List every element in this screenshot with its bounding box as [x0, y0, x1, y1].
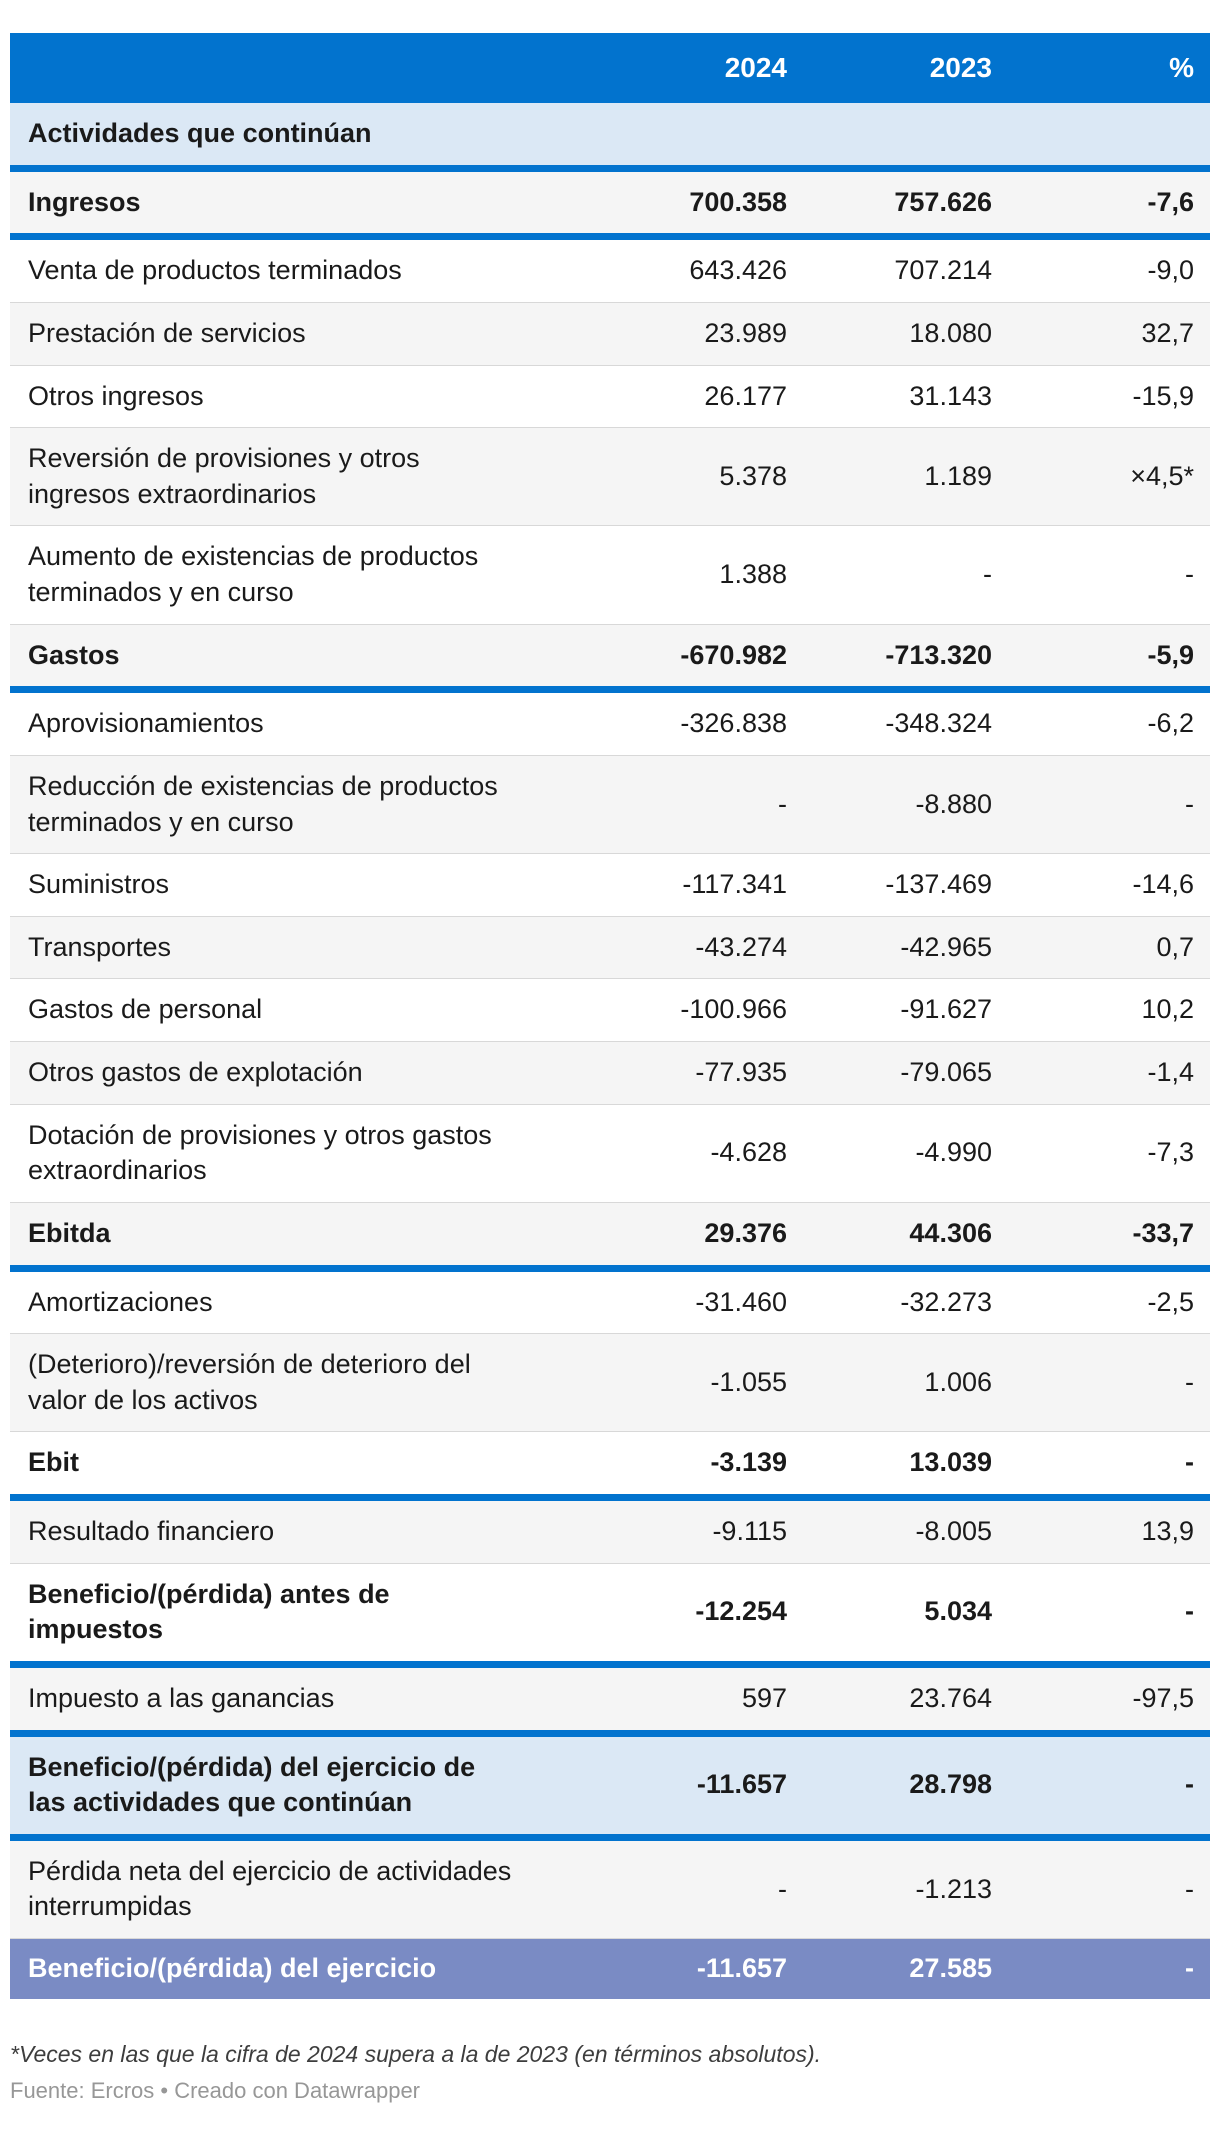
- row-label: Otros gastos de explotación: [10, 1042, 530, 1105]
- value-2024: 26.177: [530, 365, 787, 428]
- row-label: Transportes: [10, 916, 530, 979]
- row-label: Otros ingresos: [10, 365, 530, 428]
- value-2024: -11.657: [530, 1733, 787, 1837]
- value-pct: 13,9: [992, 1498, 1210, 1564]
- value-2024: -: [530, 755, 787, 853]
- value-2024: -326.838: [530, 690, 787, 756]
- row-label: Amortizaciones: [10, 1268, 530, 1334]
- table-row: [10, 1563, 1210, 1664]
- value-2023: -4.990: [787, 1104, 992, 1202]
- value-pct: -: [992, 526, 1210, 624]
- table-row: [10, 1334, 1210, 1432]
- value-pct: -97,5: [992, 1664, 1210, 1733]
- table-row: [10, 1432, 1210, 1498]
- table-row: [10, 1042, 1210, 1105]
- footnote: *Veces en las que la cifra de 2024 supera a la de 2023 (en términos absolutos).: [10, 2040, 822, 2067]
- row-label: Reducción de existencias de productos terminados y en curso: [10, 755, 530, 853]
- value-pct: -: [992, 1939, 1210, 1999]
- value-pct: -9,0: [992, 237, 1210, 303]
- value-pct: -2,5: [992, 1268, 1210, 1334]
- value-pct: -: [992, 1432, 1210, 1498]
- value-2023: -: [787, 526, 992, 624]
- table-row: [10, 168, 1210, 237]
- table-row: [10, 854, 1210, 917]
- table-row: [10, 979, 1210, 1042]
- value-2023: -8.880: [787, 755, 992, 853]
- value-pct: -: [992, 1733, 1210, 1837]
- table-row: [10, 1202, 1210, 1268]
- row-label: Gastos de personal: [10, 979, 530, 1042]
- value-pct: -: [992, 1837, 1210, 1938]
- table-row: [10, 103, 1210, 168]
- value-2023: -8.005: [787, 1498, 992, 1564]
- value-2023: 18.080: [787, 302, 992, 365]
- table-row: [10, 916, 1210, 979]
- value-2024: -12.254: [530, 1563, 787, 1664]
- value-2024: 5.378: [530, 428, 787, 526]
- header-col-2023: 2023: [787, 33, 992, 103]
- value-2024: -9.115: [530, 1498, 787, 1564]
- header-col-pct: %: [992, 33, 1210, 103]
- row-label: Reversión de provisiones y otros ingresos extraordinarios: [10, 428, 530, 526]
- value-2024: -3.139: [530, 1432, 787, 1498]
- value-2023: 23.764: [787, 1664, 992, 1733]
- row-label: Beneficio/(pérdida) del ejercicio de las actividades que continúan: [10, 1733, 530, 1837]
- value-2024: 643.426: [530, 237, 787, 303]
- row-label: (Deterioro)/reversión de deterioro del valor de los activos: [10, 1334, 530, 1432]
- row-label: Suministros: [10, 854, 530, 917]
- source-attribution: Fuente: Ercros • Creado con Datawrapper: [10, 2077, 421, 2103]
- value-2024: 29.376: [530, 1202, 787, 1268]
- value-pct: -: [992, 755, 1210, 853]
- value-2023: 5.034: [787, 1563, 992, 1664]
- value-pct: -: [992, 1334, 1210, 1432]
- value-2024: -670.982: [530, 624, 787, 690]
- value-pct: -6,2: [992, 690, 1210, 756]
- row-label: Actividades que continúan: [10, 103, 530, 168]
- table-row: [10, 1733, 1210, 1837]
- value-2023: -137.469: [787, 854, 992, 917]
- table-row: [10, 624, 1210, 690]
- row-label: Aumento de existencias de productos terminados y en curso: [10, 526, 530, 624]
- row-label: Aprovisionamientos: [10, 690, 530, 756]
- row-label: Ingresos: [10, 168, 530, 237]
- row-label: Impuesto a las ganancias: [10, 1664, 530, 1733]
- table-row: [10, 428, 1210, 526]
- value-2024: 1.388: [530, 526, 787, 624]
- table-row: [10, 302, 1210, 365]
- value-pct: 0,7: [992, 916, 1210, 979]
- row-label: Pérdida neta del ejercicio de actividades interrumpidas: [10, 1837, 530, 1938]
- value-2024: 597: [530, 1664, 787, 1733]
- table-row: [10, 526, 1210, 624]
- row-label: Resultado financiero: [10, 1498, 530, 1564]
- value-2024: -: [530, 1837, 787, 1938]
- value-2023: -1.213: [787, 1837, 992, 1938]
- value-2023: -348.324: [787, 690, 992, 756]
- value-pct: -14,6: [992, 854, 1210, 917]
- financial-table: [10, 33, 1210, 1999]
- value-2024: -4.628: [530, 1104, 787, 1202]
- value-2023: 44.306: [787, 1202, 992, 1268]
- table-row: [10, 1104, 1210, 1202]
- value-pct: -15,9: [992, 365, 1210, 428]
- value-2023: -32.273: [787, 1268, 992, 1334]
- value-pct: 32,7: [992, 302, 1210, 365]
- table-row: [10, 365, 1210, 428]
- header-empty-cell: [10, 33, 530, 103]
- value-2023: [787, 103, 992, 168]
- value-2024: -100.966: [530, 979, 787, 1042]
- value-2024: -117.341: [530, 854, 787, 917]
- value-2024: [530, 103, 787, 168]
- value-2023: -79.065: [787, 1042, 992, 1105]
- value-2024: -1.055: [530, 1334, 787, 1432]
- value-pct: -5,9: [992, 624, 1210, 690]
- table-row: [10, 690, 1210, 756]
- value-2024: -31.460: [530, 1268, 787, 1334]
- financial-results-table-page: [0, 33, 1220, 2104]
- value-2024: 23.989: [530, 302, 787, 365]
- value-2024: 700.358: [530, 168, 787, 237]
- value-pct: -7,3: [992, 1104, 1210, 1202]
- value-pct: 10,2: [992, 979, 1210, 1042]
- table-body: [10, 103, 1210, 1999]
- table-row: [10, 1498, 1210, 1564]
- value-2023: -91.627: [787, 979, 992, 1042]
- value-2023: -42.965: [787, 916, 992, 979]
- table-row: [10, 1837, 1210, 1938]
- value-pct: -: [992, 1563, 1210, 1664]
- header-row: [10, 33, 1210, 103]
- row-label: Dotación de provisiones y otros gastos extraordinarios: [10, 1104, 530, 1202]
- value-pct: [992, 103, 1210, 168]
- value-pct: -33,7: [992, 1202, 1210, 1268]
- row-label: Beneficio/(pérdida) del ejercicio: [10, 1939, 530, 1999]
- table-row: [10, 237, 1210, 303]
- table-row: [10, 1939, 1210, 1999]
- value-2023: 757.626: [787, 168, 992, 237]
- header-col-2024: 2024: [530, 33, 787, 103]
- value-pct: -1,4: [992, 1042, 1210, 1105]
- value-2023: 1.006: [787, 1334, 992, 1432]
- row-label: Ebit: [10, 1432, 530, 1498]
- value-2023: -713.320: [787, 624, 992, 690]
- row-label: Beneficio/(pérdida) antes de impuestos: [10, 1563, 530, 1664]
- value-2023: 31.143: [787, 365, 992, 428]
- value-pct: -7,6: [992, 168, 1210, 237]
- row-label: Gastos: [10, 624, 530, 690]
- row-label: Ebitda: [10, 1202, 530, 1268]
- row-label: Venta de productos terminados: [10, 237, 530, 303]
- value-2023: 28.798: [787, 1733, 992, 1837]
- value-2023: 1.189: [787, 428, 992, 526]
- value-2023: 707.214: [787, 237, 992, 303]
- value-pct: ×4,5*: [992, 428, 1210, 526]
- table-row: [10, 755, 1210, 853]
- value-2024: -11.657: [530, 1939, 787, 1999]
- table-row: [10, 1268, 1210, 1334]
- table-row: [10, 1664, 1210, 1733]
- value-2024: -43.274: [530, 916, 787, 979]
- value-2023: 27.585: [787, 1939, 992, 1999]
- row-label: Prestación de servicios: [10, 302, 530, 365]
- value-2024: -77.935: [530, 1042, 787, 1105]
- value-2023: 13.039: [787, 1432, 992, 1498]
